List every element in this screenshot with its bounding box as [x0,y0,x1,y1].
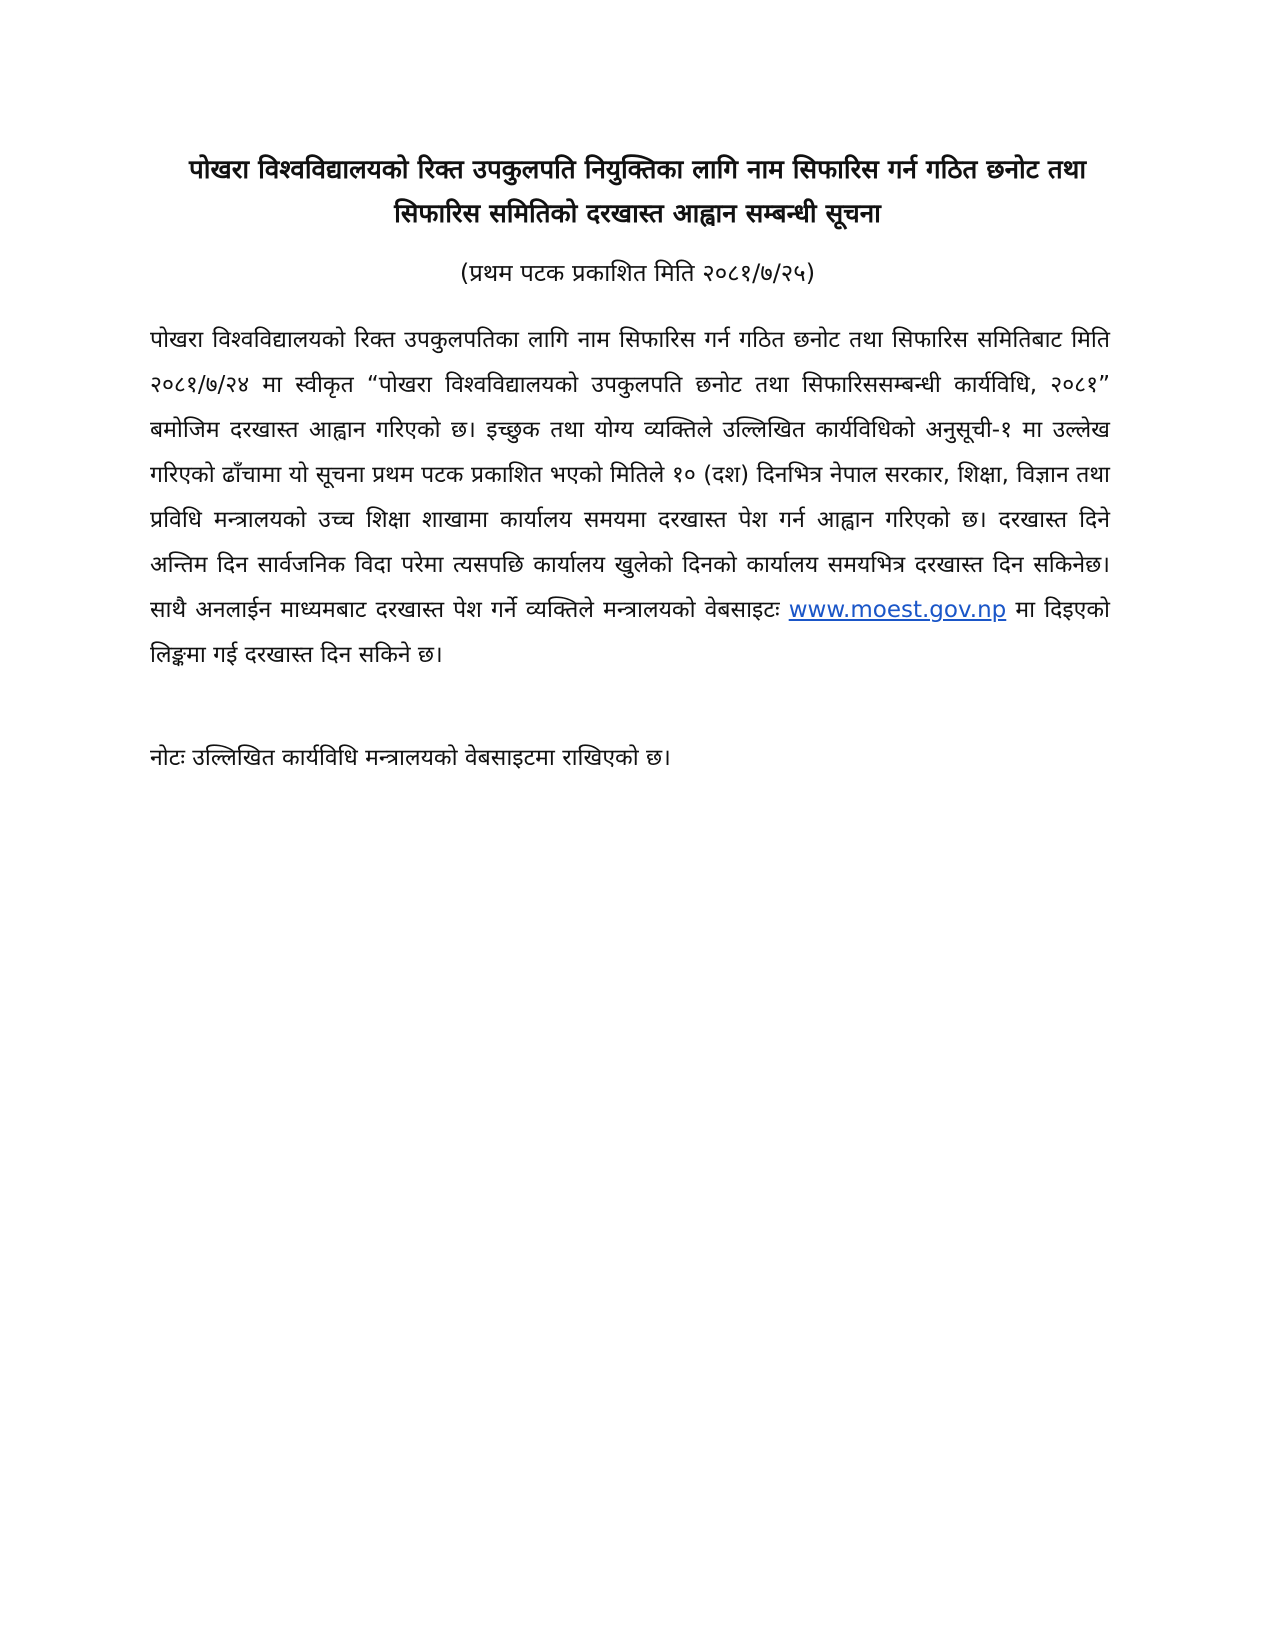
notice-title-line-2: सिफारिस समितिको दरखास्त आह्वान सम्बन्धी सूचना [394,199,881,229]
notice-body-tail: मा दिइएको लिङ्कमा गई दरखास्त दिन सकिने छ। [150,597,1110,668]
notice-note: नोटः उल्लिखित कार्यविधि मन्त्रालयको वेबसाइटमा राखिएको छ। [150,745,671,771]
notice-title [150,148,1125,236]
ministry-website-link[interactable]: www.moest.gov.np [788,597,1007,623]
notice-body-text: पोखरा विश्वविद्यालयको रिक्त उपकुलपतिका लागि नाम सिफारिस गर्न गठित छनोट तथा सिफारिस समितिबाट मिति २०८१/७/२४ मा स्वीकृत “पोखरा विश्वविद्यालयको उपकुलपति छनोट तथा सिफारिससम्बन्धी कार्यविधि, २०८१” बमोजिम दरखास्त आह्वान गरिएको छ। इच्छुक तथा योग्य व्यक्तिले उल्लिखित कार्यविधिको अनुसूची-१ मा उल्लेख गरिएको ढाँचामा यो सूचना प्रथम पटक प्रकाशित भएको मितिले १० (दश) दिनभित्र नेपाल सरकार, शिक्षा, विज्ञान तथा प्रविधि मन्त्रालयको उच्च शिक्षा शाखामा कार्यालय समयमा दरखास्त पेश गर्न आह्वान गरिएको छ। दरखास्त दिने अन्तिम दिन सार्वजनिक विदा परेमा त्यसपछि कार्यालय खुलेको दिनको कार्यालय समयभित्र दरखास्त दिन सकिनेछ। साथै अनलाईन माध्यमबाट दरखास्त पेश गर्ने व्यक्तिले मन्त्रालयको वेबसाइटः [150,327,1110,623]
notice-body-paragraph [150,318,1110,678]
notice-title-line-1: पोखरा विश्वविद्यालयको रिक्त उपकुलपति नियुक्तिका लागि नाम सिफारिस गर्न गठित छनोट तथा [188,155,1087,185]
publication-date-subtitle: (प्रथम पटक प्रकाशित मिति २०८१/७/२५) [459,259,816,287]
